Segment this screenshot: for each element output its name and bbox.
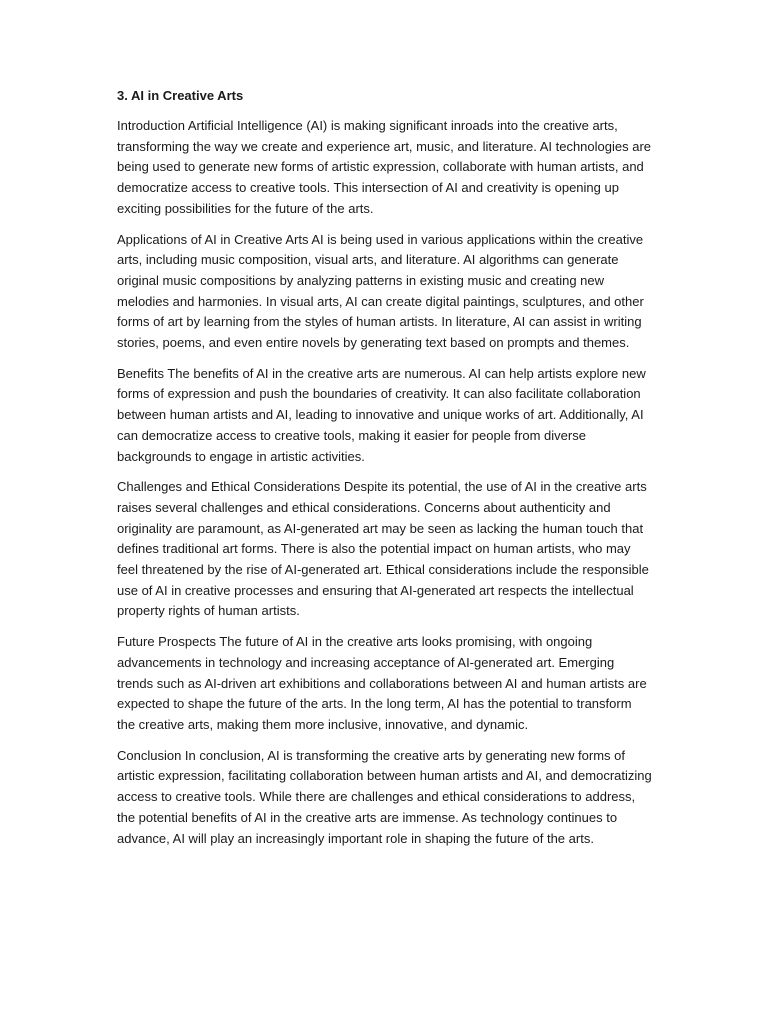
paragraph-introduction: Introduction Artificial Intelligence (AI) is making significant inroads into the creative arts, transforming the way we create and experience art, music, and literature. AI technologies are being used to generate new forms of artistic expression, collaborate with human artists, and democratize access to creative tools. This intersection of AI and creativity is opening up exciting possibilities for the future of the arts. (117, 118, 652, 216)
paragraph-applications: Applications of AI in Creative Arts AI is being used in various applications within the creative arts, including music composition, visual arts, and literature. AI algorithms can generate original music compositions by analyzing patterns in existing music and creating new melodies and harmonies. In visual arts, AI can create digital paintings, sculptures, and other forms of art by learning from the styles of human artists. In literature, AI can assist in writing stories, poems, and even entire novels by generating text based on prompts and themes. (117, 231, 644, 351)
paragraph-conclusion: Conclusion In conclusion, AI is transforming the creative arts by generating new forms of artistic expression, facilitating collaboration between human artists and AI, and democratizing access to creative tools. While there are challenges and ethical considerations to address, the potential benefits of AI in the creative arts are immense. As technology continues to advance, AI will play an increasingly important role in shaping the future of the arts. (117, 747, 652, 846)
paragraph-challenges: Challenges and Ethical Considerations Despite its potential, the use of AI in the creative arts raises several challenges and ethical considerations. Concerns about authenticity and originality are paramount, as AI-generated art may be seen as lacking the human touch that defines traditional art forms. There is also the potential impact on human artists, who may feel threatened by the rise of AI-generated art. Ethical considerations include the responsible use of AI in creative processes and ensuring that AI-generated art respects the intellectual property rights of human artists. (117, 479, 649, 619)
paragraph-future-prospects: Future Prospects The future of AI in the creative arts looks promising, with ongoing advancements in technology and increasing acceptance of AI-generated art. Emerging trends such as AI-driven art exhibitions and collaborations between AI and human artists are expected to shape the future of the arts. In the long term, AI has the potential to transform the creative arts, making them more inclusive, innovative, and dynamic. (117, 634, 647, 732)
document-page (117, 86, 653, 859)
section-heading: 3. AI in Creative Arts (117, 88, 244, 103)
paragraph-benefits: Benefits The benefits of AI in the creative arts are numerous. AI can help artists explore new forms of expression and push the boundaries of creativity. It can also facilitate collaboration between human artists and AI, leading to innovative and unique works of art. Additionally, AI can democratize access to creative tools, making it easier for people from diverse backgrounds to engage in artistic activities. (117, 365, 646, 464)
